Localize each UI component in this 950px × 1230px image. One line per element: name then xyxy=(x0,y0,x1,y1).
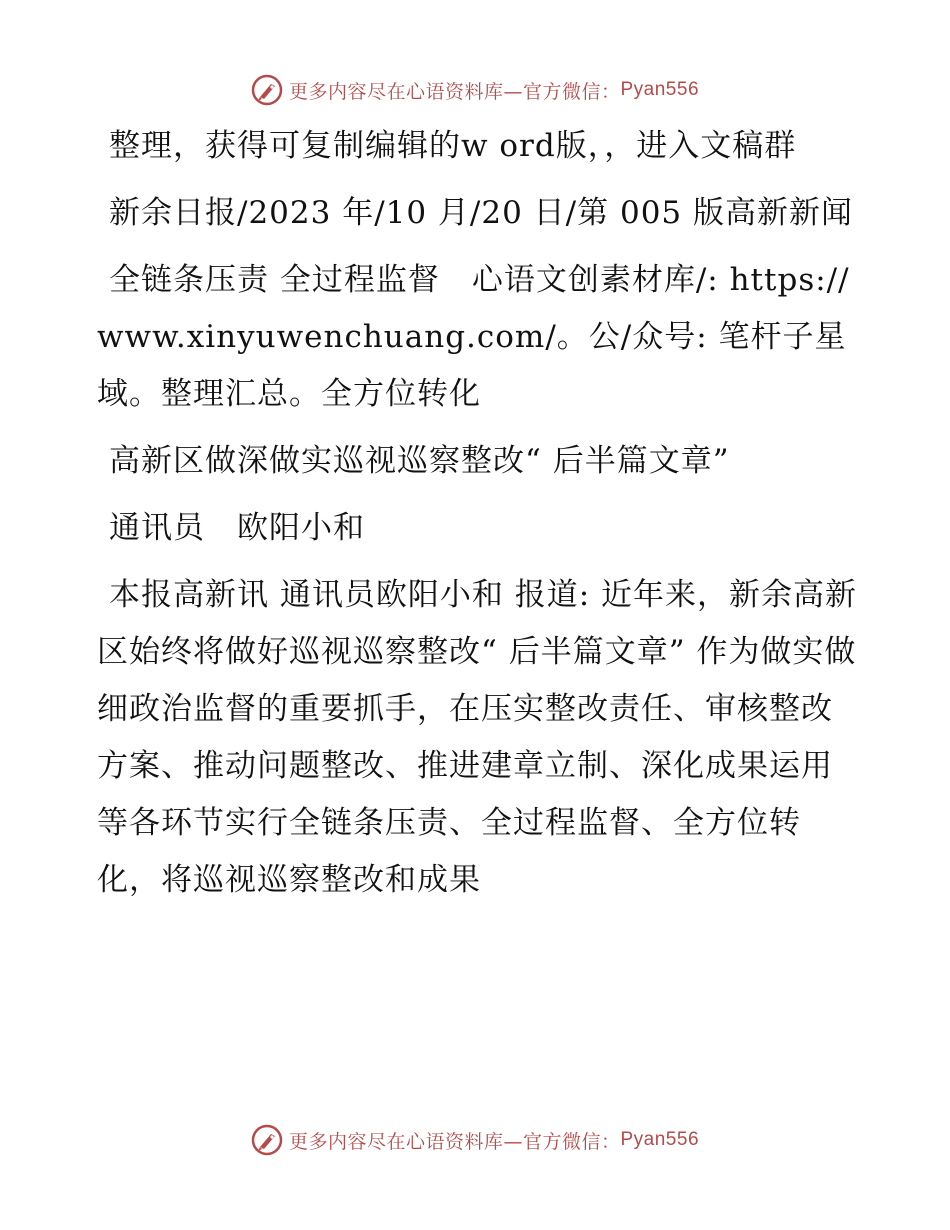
wechat-id: Pyan556 xyxy=(620,79,700,100)
pen-nib-logo-icon xyxy=(251,1124,283,1156)
header-banner xyxy=(0,70,950,110)
pen-nib-logo-icon xyxy=(251,74,283,106)
paragraph-subtitle: 全链条压责 全过程监督 心语文创素材库/: https://www.xinyuwenchuang.com/。公/众号: 笔杆子星域。整理汇总。全方位转化 xyxy=(97,262,850,412)
article-body xyxy=(97,118,857,919)
banner-text: 更多内容尽在心语资料库—官方微信： xyxy=(288,80,621,103)
wechat-id: Pyan556 xyxy=(620,1129,700,1150)
banner-text: 更多内容尽在心语资料库—官方微信： xyxy=(288,1130,621,1153)
footer-banner xyxy=(0,1120,950,1160)
article-title: 高新区做深做实巡视巡察整改“ 后半篇文章” xyxy=(109,443,730,479)
paragraph-intro: 整理，获得可复制编辑的w ord版，，进入文稿群 xyxy=(109,128,797,164)
article-lead-paragraph: 本报高新讯 通讯员欧阳小和 报道: 近年来，新余高新区始终将做好巡视巡察整改“ 后半篇文章” 作为做实做细政治监督的重要抓手，在压实整改责任、审核整改方案、推动问题整改、推进建章立制、深化成果运用等各环节实行全链条压责、全过程监督、全方位转化，将巡视巡察整改和成果 xyxy=(97,577,858,898)
article-byline: 通讯员 欧阳小和 xyxy=(109,510,365,546)
paragraph-source: 新余日报/2023 年/10 月/20 日/第 005 版高新新闻 xyxy=(109,195,854,231)
